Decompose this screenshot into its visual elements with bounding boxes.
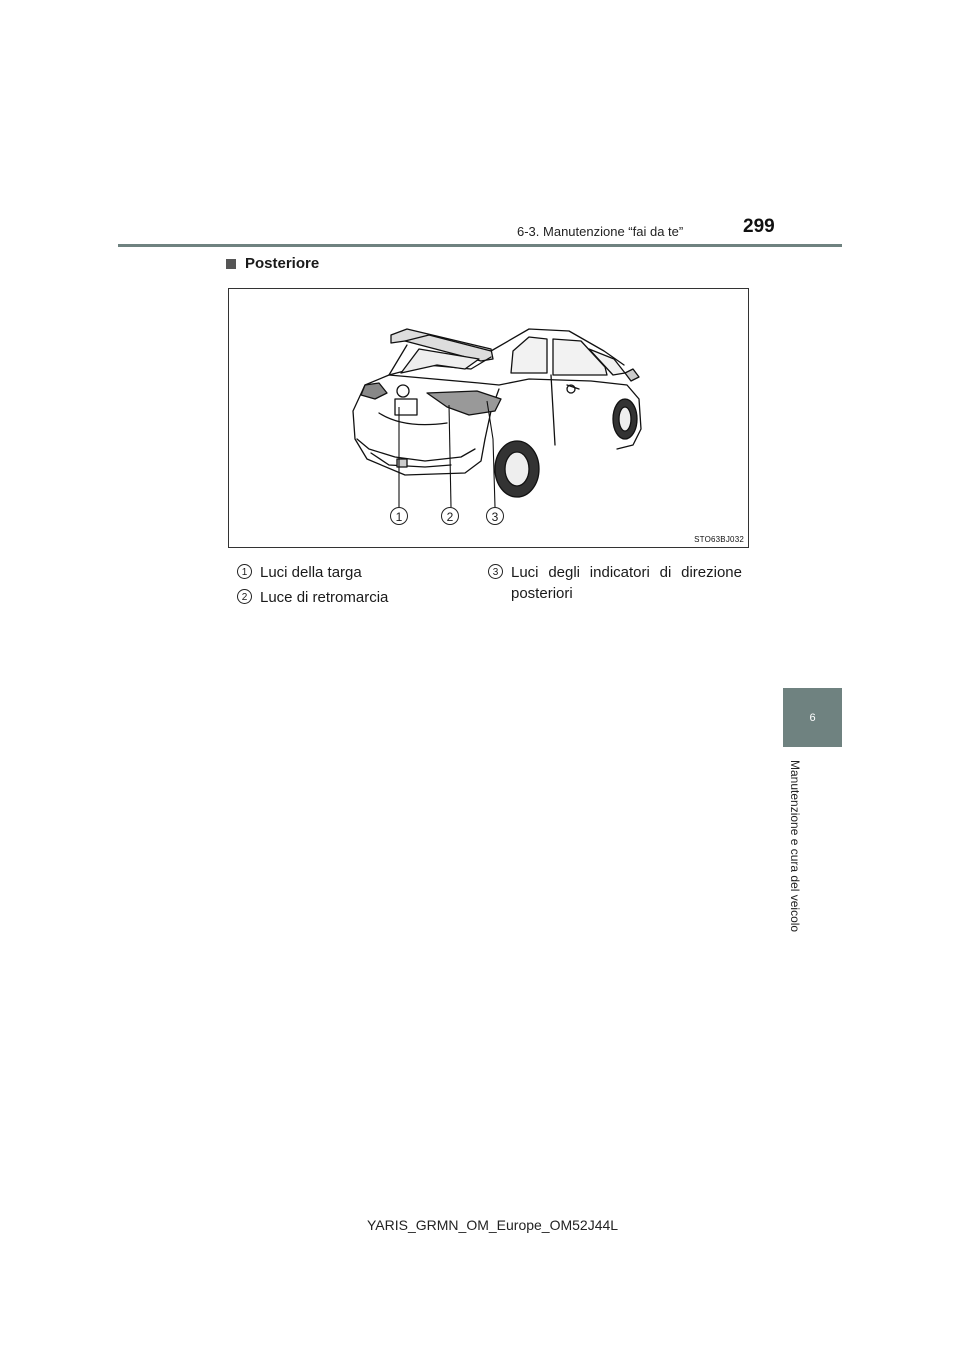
section-title: 6-3. Manutenzione “fai da te” <box>517 224 684 239</box>
legend-number: 3 <box>488 564 503 579</box>
chapter-tab: 6 <box>783 688 842 747</box>
callout-3: 3 <box>486 507 504 525</box>
section-heading <box>226 255 319 272</box>
page-number: 299 <box>743 216 775 237</box>
legend-item-2 <box>237 587 388 608</box>
legend-text-line-1: Luci degli indicatori di direzione <box>511 564 742 581</box>
legend-text <box>511 562 742 604</box>
legend-text-line-2: posteriori <box>511 585 573 602</box>
legend-text: Luci della targa <box>260 564 362 581</box>
callout-1: 1 <box>390 507 408 525</box>
legend-text: Luce di retromarcia <box>260 589 389 606</box>
car-rear-illustration <box>228 288 749 548</box>
footer-doc-id: YARIS_GRMN_OM_Europe_OM52J44L <box>367 1217 619 1233</box>
legend-item-3 <box>488 562 742 604</box>
chapter-label: Manutenzione e cura del veicolo <box>788 760 802 933</box>
section-heading-text: Posteriore <box>245 255 320 272</box>
legend-number: 2 <box>237 589 252 604</box>
header-divider <box>118 244 842 247</box>
figure-code: STO63BJ032 <box>694 535 744 544</box>
square-bullet-icon <box>226 259 236 269</box>
callout-2: 2 <box>441 507 459 525</box>
legend-number: 1 <box>237 564 252 579</box>
legend-item-1 <box>237 562 362 583</box>
